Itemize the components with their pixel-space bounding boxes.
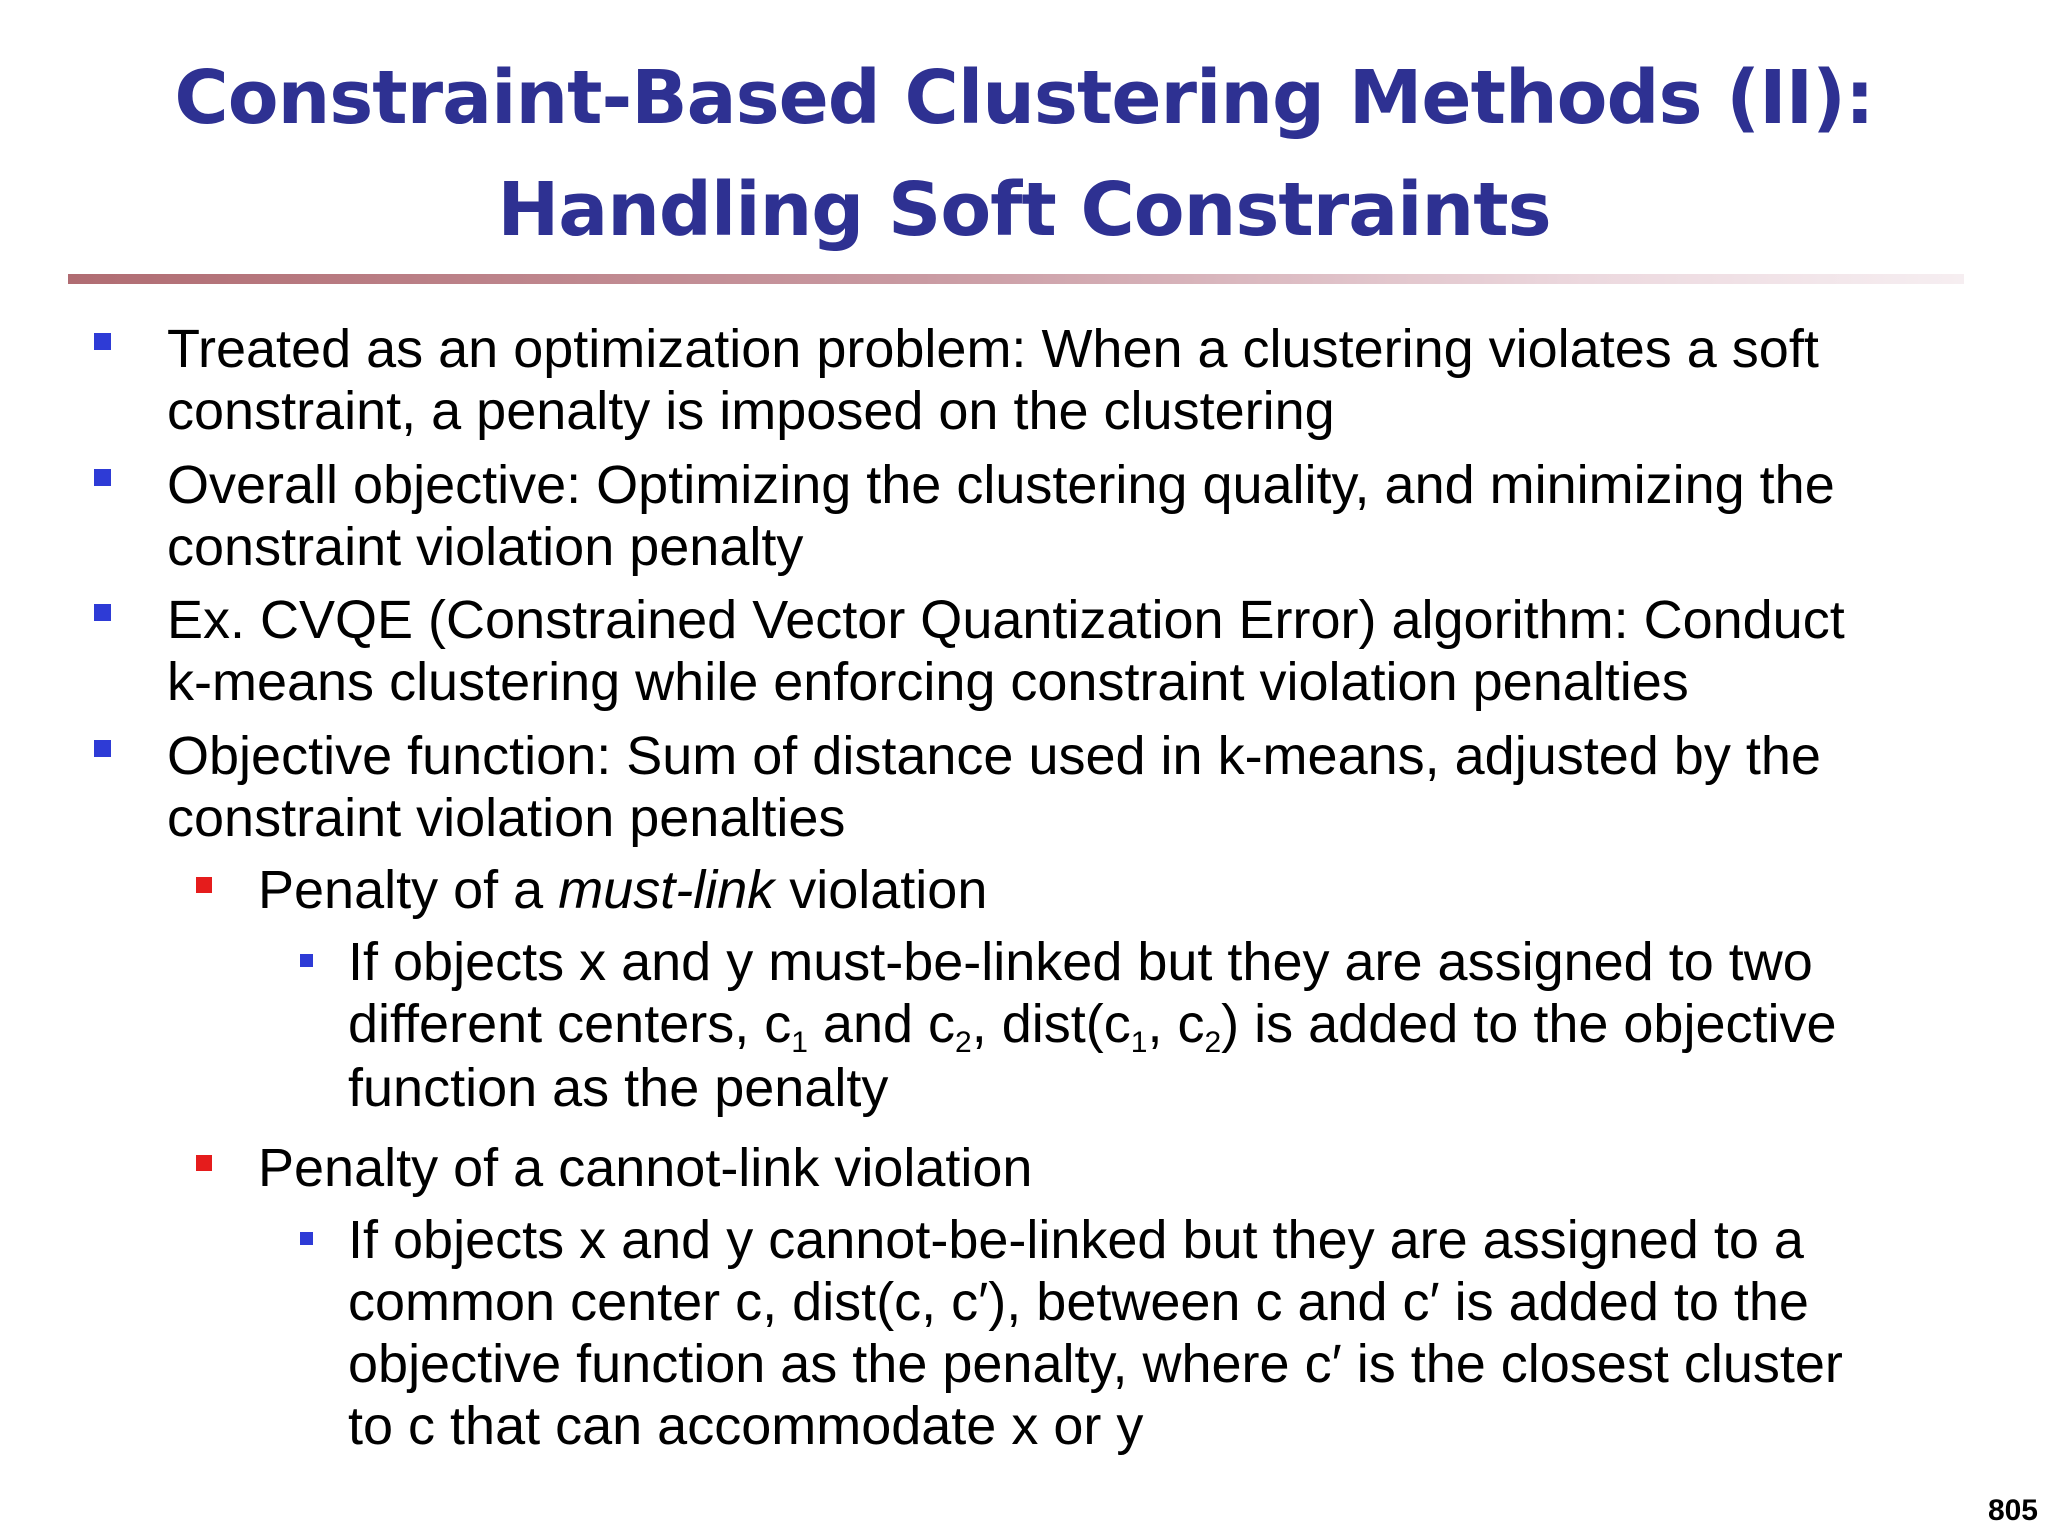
text-fragment: , c	[1147, 994, 1205, 1054]
subscript: 2	[955, 1026, 972, 1059]
subscript: 1	[1130, 1026, 1148, 1059]
blue-square-bullet-icon	[94, 740, 111, 757]
text-fragment: , dist(c	[971, 994, 1131, 1054]
title-divider	[68, 274, 1964, 284]
bullet-text-2	[167, 454, 1835, 578]
bullet-text-3	[167, 589, 1845, 713]
cannot-link-detail-line-4: to c that can accommodate x or y	[348, 1396, 1144, 1456]
cannot-link-detail-line-2: common center c, dist(c, c′), between c and c′ is added to the	[348, 1272, 1809, 1332]
blue-square-bullet-icon	[94, 469, 111, 486]
page-number: 805	[1987, 1494, 2038, 1527]
must-link-detail	[348, 931, 1837, 1119]
cannot-link-detail	[348, 1209, 1843, 1457]
cannot-link-detail-line-1: If objects x and y cannot-be-linked but they are assigned to a	[348, 1210, 1804, 1270]
must-link-emphasis: must-link	[558, 860, 775, 920]
bullet-text-4	[167, 725, 1821, 849]
blue-small-square-bullet-icon	[300, 954, 313, 967]
red-square-bullet-icon	[196, 877, 212, 893]
bullet-3-line-2: k-means clustering while enforcing constraint violation penalties	[167, 652, 1689, 712]
subscript: 1	[791, 1026, 808, 1059]
title-line-2: Handling Soft Constraints	[497, 167, 1551, 253]
must-link-heading	[258, 859, 987, 921]
bullet-2-line-1: Overall objective: Optimizing the clustering quality, and minimizing the	[167, 455, 1835, 515]
bullet-1-line-2: constraint, a penalty is imposed on the clustering	[167, 381, 1335, 441]
title-line-1: Constraint-Based Clustering Methods (II):	[174, 55, 1874, 141]
must-link-detail-line-2	[348, 993, 1837, 1057]
must-link-prefix: Penalty of a	[258, 860, 559, 920]
text-fragment: ) is added to the objective	[1221, 994, 1837, 1054]
cannot-link-detail-line-3: objective function as the penalty, where c′ is the closest cluster	[348, 1334, 1843, 1394]
blue-small-square-bullet-icon	[300, 1232, 313, 1245]
bullet-3-line-1: Ex. CVQE (Constrained Vector Quantization Error) algorithm: Conduct	[167, 590, 1845, 650]
must-link-suffix: violation	[774, 860, 988, 920]
red-square-bullet-icon	[196, 1155, 212, 1171]
bullet-4-line-2: constraint violation penalties	[167, 788, 846, 848]
must-link-detail-line-1: If objects x and y must-be-linked but they are assigned to two	[348, 932, 1813, 992]
bullet-text-1	[167, 318, 1819, 442]
slide-title	[0, 42, 2048, 266]
bullet-2-line-2: constraint violation penalty	[167, 517, 804, 577]
blue-square-bullet-icon	[94, 604, 111, 621]
subscript: 2	[1204, 1026, 1222, 1059]
bullet-4-line-1: Objective function: Sum of distance used in k-means, adjusted by the	[167, 726, 1821, 786]
cannot-link-heading: Penalty of a cannot-link violation	[258, 1138, 1033, 1198]
text-fragment: different centers, c	[348, 994, 792, 1054]
text-fragment: and c	[807, 994, 956, 1054]
bullet-1-line-1: Treated as an optimization problem: When a clustering violates a soft	[167, 319, 1819, 379]
blue-square-bullet-icon	[94, 333, 111, 350]
must-link-detail-line-3: function as the penalty	[348, 1058, 889, 1118]
